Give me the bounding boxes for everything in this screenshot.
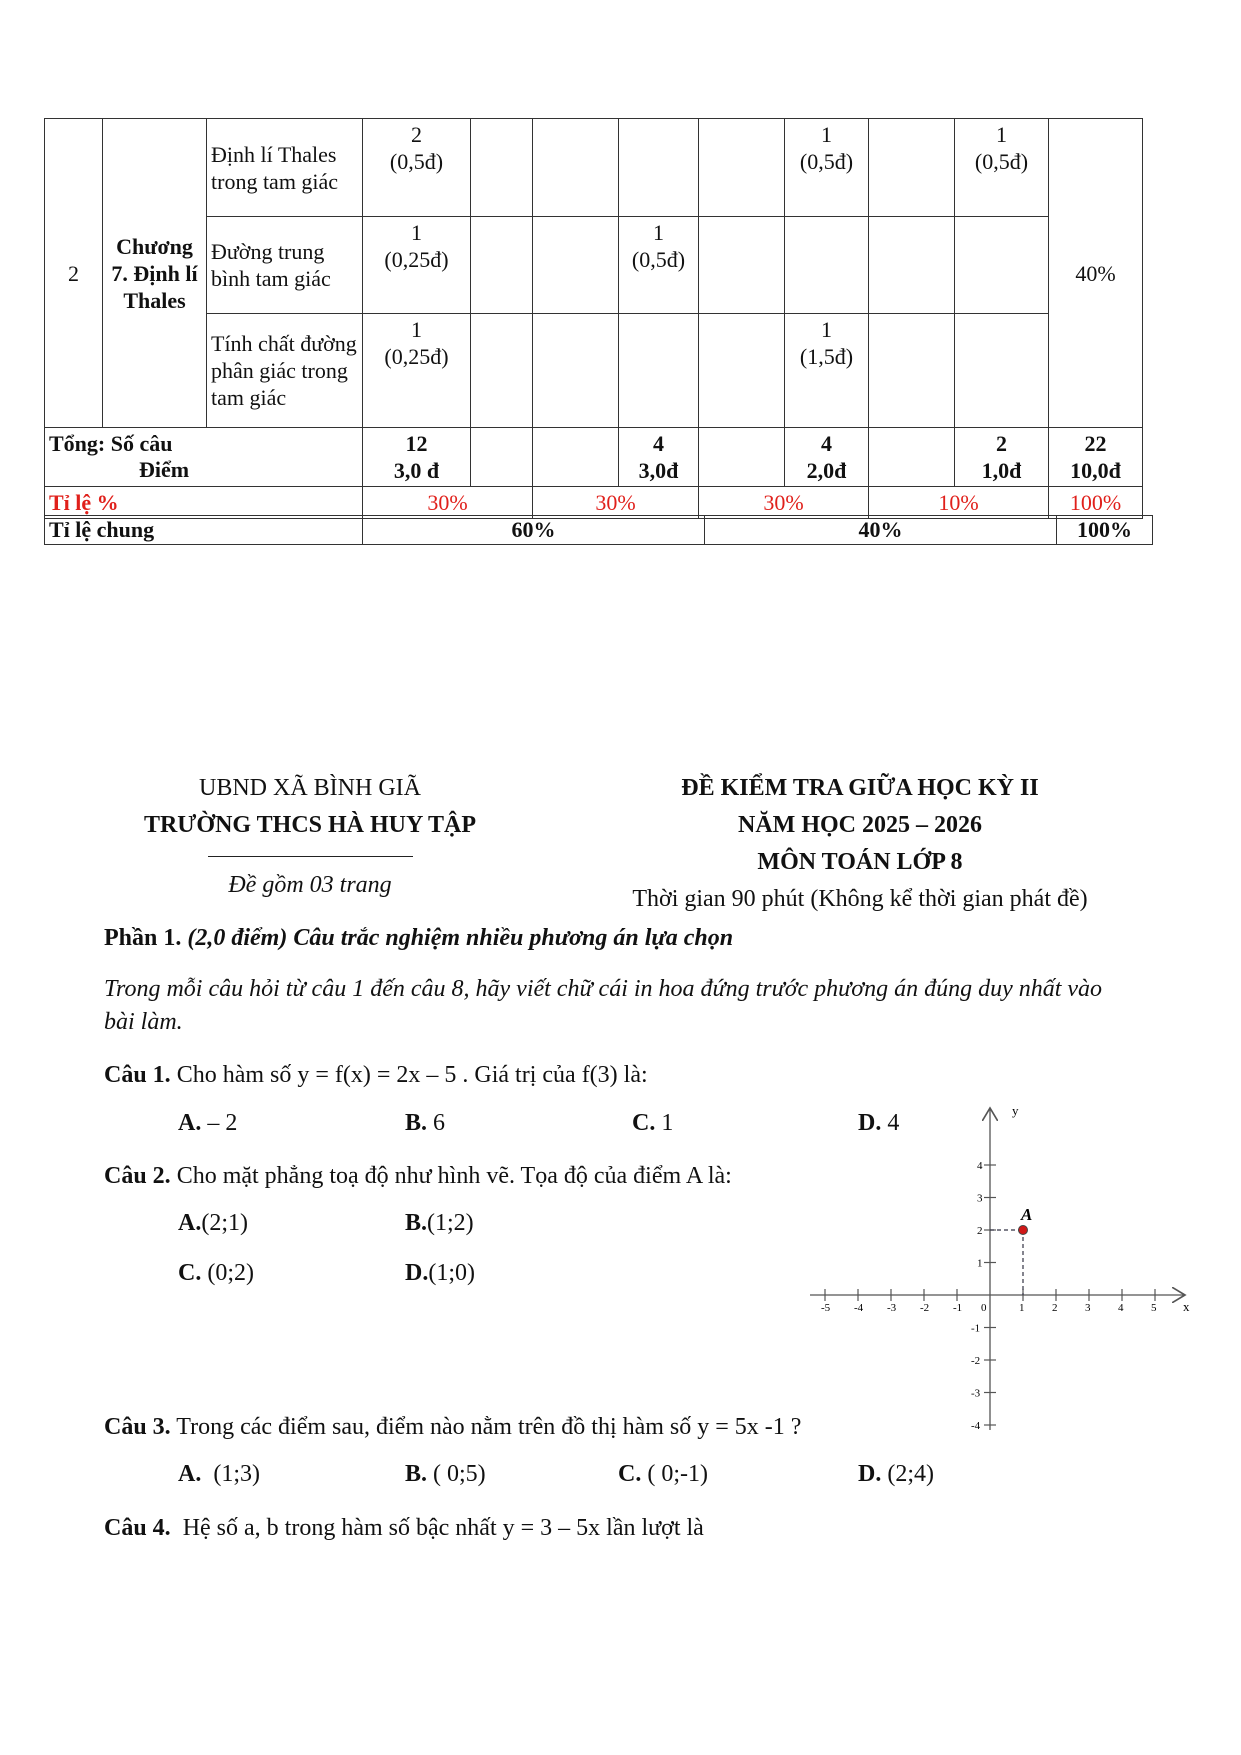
option-a <box>178 1210 248 1237</box>
option-b <box>405 1461 486 1488</box>
x-tick-label: 5 <box>1151 1302 1157 1314</box>
exam-duration: Thời gian 90 phút (Không kể thời gian phát đề) <box>632 886 1088 912</box>
matrix-cell <box>785 217 869 314</box>
y-tick-label: 3 <box>977 1192 983 1205</box>
general-ratio-label: Tỉ lệ chung <box>45 516 363 545</box>
question-text: Cho mặt phẳng toạ độ như hình vẽ. Tọa độ của điểm A là: <box>170 1163 732 1189</box>
option-key: B. <box>405 1210 428 1236</box>
option-key: D. <box>858 1110 882 1136</box>
ratio-cell: 30% <box>533 487 699 519</box>
general-ratio-cell: 40% <box>705 516 1057 545</box>
total-cell <box>471 428 533 487</box>
total-cell <box>869 428 955 487</box>
ratio-cell: 30% <box>363 487 533 519</box>
matrix-cell <box>699 119 785 217</box>
question-label: Câu 3. <box>104 1414 171 1440</box>
option-value: – 2 <box>201 1110 238 1136</box>
total-cell <box>533 428 619 487</box>
option-value: (1;3) <box>201 1461 260 1487</box>
option-b <box>405 1110 445 1137</box>
option-key: C. <box>632 1110 656 1136</box>
matrix-cell: 1 (0,5đ) <box>785 119 869 217</box>
question-label: Câu 1. <box>104 1062 171 1088</box>
option-key: A. <box>178 1461 202 1487</box>
option-value: 4 <box>881 1110 900 1136</box>
option-c <box>632 1110 673 1137</box>
part1-title: (2,0 điểm) Câu trắc nghiệm nhiều phương án lựa chọn <box>187 925 734 951</box>
lesson-name: Tính chất đường phân giác trong tam giác <box>207 314 363 428</box>
general-ratio-cell: 60% <box>363 516 705 545</box>
general-ratio-table <box>44 515 1153 545</box>
y-tick-label: -3 <box>971 1387 981 1400</box>
question-2 <box>104 1160 864 1193</box>
y-tick-label: -1 <box>971 1322 981 1335</box>
ratio-label: Tỉ lệ % <box>45 487 363 519</box>
matrix-cell <box>471 314 533 428</box>
y-axis-label: y <box>1012 1103 1019 1118</box>
question-3 <box>104 1411 1004 1444</box>
option-value: (1;2) <box>427 1210 474 1236</box>
total-cell: 12 3,0 đ <box>363 428 471 487</box>
part1-heading <box>104 922 1154 955</box>
matrix-cell <box>619 119 699 217</box>
y-tick-label: -4 <box>971 1420 981 1432</box>
page-count: Đề gồm 03 trang <box>228 872 392 898</box>
option-a <box>178 1461 260 1488</box>
school-name: TRƯỜNG THCS HÀ HUY TẬP <box>143 812 477 838</box>
option-key: C. <box>618 1461 642 1487</box>
lesson-name: Định lí Thales trong tam giác <box>207 119 363 217</box>
point-a-label: A <box>1021 1205 1033 1224</box>
total-label-count: Tổng: Số câu <box>49 431 173 456</box>
question-label: Câu 2. <box>104 1163 171 1189</box>
question-text: Trong các điểm sau, điểm nào nằm trên đồ thị hàm số y = 5x -1 ? <box>170 1414 802 1440</box>
option-key: A. <box>178 1110 202 1136</box>
x-tick-label: -3 <box>887 1302 897 1314</box>
y-tick-label: 2 <box>977 1225 983 1237</box>
option-c <box>618 1461 708 1488</box>
exam-matrix-table <box>44 118 1143 519</box>
exam-title-block <box>580 770 1140 918</box>
option-value: (1;0) <box>428 1260 475 1286</box>
matrix-cell: 2 (0,5đ) <box>363 119 471 217</box>
x-tick-label: 2 <box>1052 1302 1058 1314</box>
option-value: ( 0;-1) <box>641 1461 708 1487</box>
grand-total: 22 10,0đ <box>1049 428 1143 487</box>
option-d <box>405 1260 475 1287</box>
matrix-cell <box>869 217 955 314</box>
y-tick-label: -2 <box>971 1355 981 1367</box>
header-divider <box>208 856 413 857</box>
question-1 <box>104 1059 1104 1092</box>
option-key: C. <box>178 1260 202 1286</box>
x-axis-label: x <box>1183 1299 1190 1314</box>
x-tick-label: 4 <box>1118 1302 1124 1314</box>
school-year: NĂM HỌC 2025 – 2026 <box>738 812 982 838</box>
total-cell: 2 1,0đ <box>955 428 1049 487</box>
x-tick-label: 3 <box>1085 1302 1091 1314</box>
matrix-cell <box>699 314 785 428</box>
x-tick-label: -2 <box>920 1302 930 1314</box>
matrix-cell: 1 (0,5đ) <box>955 119 1049 217</box>
authority-name: UBND XÃ BÌNH GIÃ <box>199 775 421 801</box>
chapter-name: Chương 7. Định lí Thales <box>103 119 207 428</box>
option-key: A. <box>178 1210 202 1236</box>
option-a <box>178 1110 237 1137</box>
option-key: D. <box>858 1461 882 1487</box>
x-tick-label: -4 <box>854 1302 864 1314</box>
chapter-percent: 40% <box>1049 119 1143 428</box>
total-label <box>45 428 363 487</box>
part1-instruction: Trong mỗi câu hỏi từ câu 1 đến câu 8, hãy viết chữ cái in hoa đứng trước phương án đúng duy nhất vào bài làm. <box>104 976 1103 1035</box>
total-cell: 4 2,0đ <box>785 428 869 487</box>
x-tick-label: -5 <box>821 1302 831 1314</box>
matrix-cell <box>533 119 619 217</box>
total-cell <box>699 428 785 487</box>
subject: MÔN TOÁN LỚP 8 <box>757 849 963 875</box>
coordinate-plane <box>810 1100 1200 1440</box>
option-key: D. <box>405 1260 429 1286</box>
question-label: Câu 4. <box>104 1515 171 1541</box>
option-b <box>405 1210 474 1237</box>
matrix-cell <box>533 314 619 428</box>
matrix-cell: 1 (0,5đ) <box>619 217 699 314</box>
question-4 <box>104 1512 1004 1545</box>
x-tick-label: -1 <box>953 1302 963 1314</box>
ratio-total: 100% <box>1049 487 1143 519</box>
matrix-cell: 1 (1,5đ) <box>785 314 869 428</box>
matrix-cell <box>869 119 955 217</box>
matrix-cell <box>699 217 785 314</box>
matrix-cell: 1 (0,25đ) <box>363 314 471 428</box>
question-text: Cho hàm số y = f(x) = 2x – 5 . Giá trị của f(3) là: <box>170 1062 648 1088</box>
lesson-name: Đường trung bình tam giác <box>207 217 363 314</box>
y-tick-label: 4 <box>977 1160 983 1172</box>
option-value: (2;4) <box>881 1461 934 1487</box>
total-cell: 4 3,0đ <box>619 428 699 487</box>
row-number: 2 <box>45 119 103 428</box>
matrix-cell <box>533 217 619 314</box>
exam-title: ĐỀ KIỂM TRA GIỮA HỌC KỲ II <box>681 775 1039 801</box>
matrix-cell: 1 (0,25đ) <box>363 217 471 314</box>
option-value: ( 0;5) <box>427 1461 486 1487</box>
y-tick-label: 1 <box>977 1257 983 1270</box>
matrix-cell <box>471 119 533 217</box>
total-label-points: Điểm <box>139 457 190 482</box>
x-tick-label: 1 <box>1019 1302 1025 1314</box>
matrix-cell <box>955 314 1049 428</box>
school-header <box>100 770 520 904</box>
option-value: 6 <box>427 1110 446 1136</box>
matrix-cell <box>869 314 955 428</box>
option-value: (2;1) <box>201 1210 248 1236</box>
option-value: (0;2) <box>201 1260 254 1286</box>
x-tick-label: 0 <box>981 1302 987 1314</box>
option-key: B. <box>405 1110 428 1136</box>
general-ratio-cell: 100% <box>1057 516 1153 545</box>
option-d <box>858 1461 934 1488</box>
option-key: B. <box>405 1461 428 1487</box>
ratio-cell: 10% <box>869 487 1049 519</box>
part1-label: Phần 1. <box>104 925 182 951</box>
matrix-cell <box>955 217 1049 314</box>
question-text: Hệ số a, b trong hàm số bậc nhất y = 3 – 5x lần lượt là <box>170 1515 704 1541</box>
ratio-cell: 30% <box>699 487 869 519</box>
option-c <box>178 1260 254 1287</box>
matrix-cell <box>471 217 533 314</box>
option-value: 1 <box>655 1110 674 1136</box>
point-a-marker <box>1019 1226 1028 1235</box>
matrix-cell <box>619 314 699 428</box>
